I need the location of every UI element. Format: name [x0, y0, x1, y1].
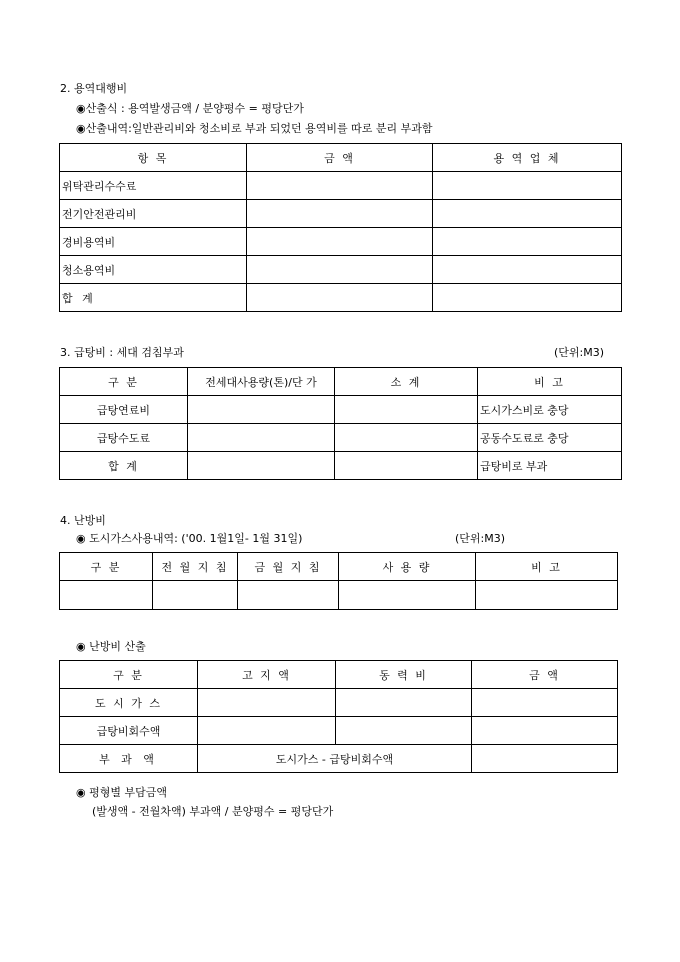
per-unit-heading: ◉ 평형별 부담금액	[76, 786, 167, 799]
header-billed: 고 지 액	[198, 661, 336, 689]
empty-cell	[339, 581, 476, 610]
note-cell: 급탕비로 부과	[478, 452, 622, 480]
table-row	[60, 200, 622, 228]
table-header-row	[60, 144, 622, 172]
table-header-row	[60, 661, 618, 689]
empty-cell	[153, 581, 238, 610]
amount-cell	[247, 284, 433, 312]
table-row	[60, 745, 618, 773]
gas-usage-table	[59, 552, 618, 610]
header-amount: 금 액	[247, 144, 433, 172]
section-2-heading: 2. 용역대행비	[60, 82, 128, 95]
vendor-cell	[433, 256, 622, 284]
unit-label: (단위:M3)	[554, 346, 605, 359]
header-vendor: 용 역 업 체	[433, 144, 622, 172]
vendor-cell	[433, 172, 622, 200]
formula-cell: 도시가스 - 급탕비회수액	[198, 745, 472, 773]
table-header-row	[60, 553, 618, 581]
section-3-heading: 3. 급탕비 : 세대 검침부과	[60, 346, 184, 359]
subtotal-cell	[335, 424, 478, 452]
note-cell: 도시가스비로 충당	[478, 396, 622, 424]
header-subtotal: 소 계	[335, 368, 478, 396]
header-curr-reading: 금 월 지 침	[238, 553, 339, 581]
heating-calc-heading: ◉ 난방비 산출	[76, 640, 146, 653]
vendor-cell	[433, 228, 622, 256]
empty-cell	[336, 689, 472, 717]
row-label: 경비용역비	[60, 228, 247, 256]
section-4-heading: 4. 난방비	[60, 514, 106, 527]
header-note: 비 고	[478, 368, 622, 396]
row-label: 위탁관리수수료	[60, 172, 247, 200]
row-label: 전기안전관리비	[60, 200, 247, 228]
note-cell: 공동수도료로 충당	[478, 424, 622, 452]
header-prev-reading: 전 월 지 침	[153, 553, 238, 581]
subtotal-cell	[335, 452, 478, 480]
amount-cell	[247, 228, 433, 256]
empty-cell	[238, 581, 339, 610]
vendor-cell	[433, 284, 622, 312]
row-label: 합 계	[60, 452, 188, 480]
vendor-cell	[433, 200, 622, 228]
table-row	[60, 284, 622, 312]
breakdown-line: ◉산출내역:일반관리비와 청소비로 부과 되었던 용역비를 따로 분리 부과함	[76, 122, 433, 135]
heating-calc-table	[59, 660, 618, 773]
subtotal-cell	[335, 396, 478, 424]
formula-line: ◉산출식 : 용역발생금액 / 분양평수 = 평당단가	[76, 102, 304, 115]
empty-cell	[472, 717, 618, 745]
header-category: 구 분	[60, 553, 153, 581]
empty-cell	[472, 745, 618, 773]
row-label: 급탕수도료	[60, 424, 188, 452]
empty-cell	[198, 717, 336, 745]
gas-usage-line: ◉ 도시가스사용내역: ('00. 1월1일- 1월 31일)	[76, 532, 303, 545]
table-row	[60, 256, 622, 284]
service-fee-table	[59, 143, 622, 312]
header-item: 항 목	[60, 144, 247, 172]
usage-cell	[188, 424, 335, 452]
empty-cell	[336, 717, 472, 745]
table-row	[60, 581, 618, 610]
usage-cell	[188, 396, 335, 424]
amount-cell	[247, 256, 433, 284]
row-label: 도 시 가 스	[60, 689, 198, 717]
empty-cell	[472, 689, 618, 717]
header-category: 구 분	[60, 661, 198, 689]
empty-cell	[60, 581, 153, 610]
header-usage: 전세대사용량(톤)/단 가	[188, 368, 335, 396]
header-power: 동 력 비	[336, 661, 472, 689]
table-row	[60, 396, 622, 424]
empty-cell	[198, 689, 336, 717]
header-usage: 사 용 량	[339, 553, 476, 581]
row-label: 청소용역비	[60, 256, 247, 284]
table-row	[60, 452, 622, 480]
row-label: 급탕연료비	[60, 396, 188, 424]
row-label: 부 과 액	[60, 745, 198, 773]
empty-cell	[476, 581, 618, 610]
table-row	[60, 717, 618, 745]
per-unit-formula: (발생액 - 전월차액) 부과액 / 분양평수 = 평당단가	[92, 805, 334, 818]
table-row	[60, 228, 622, 256]
row-label: 합 계	[60, 284, 247, 312]
header-note: 비 고	[476, 553, 618, 581]
header-category: 구 분	[60, 368, 188, 396]
unit-label: (단위:M3)	[455, 532, 506, 545]
amount-cell	[247, 172, 433, 200]
table-header-row	[60, 368, 622, 396]
amount-cell	[247, 200, 433, 228]
table-row	[60, 689, 618, 717]
table-row	[60, 172, 622, 200]
usage-cell	[188, 452, 335, 480]
header-amount: 금 액	[472, 661, 618, 689]
table-row	[60, 424, 622, 452]
row-label: 급탕비회수액	[60, 717, 198, 745]
hot-water-table	[59, 367, 622, 480]
